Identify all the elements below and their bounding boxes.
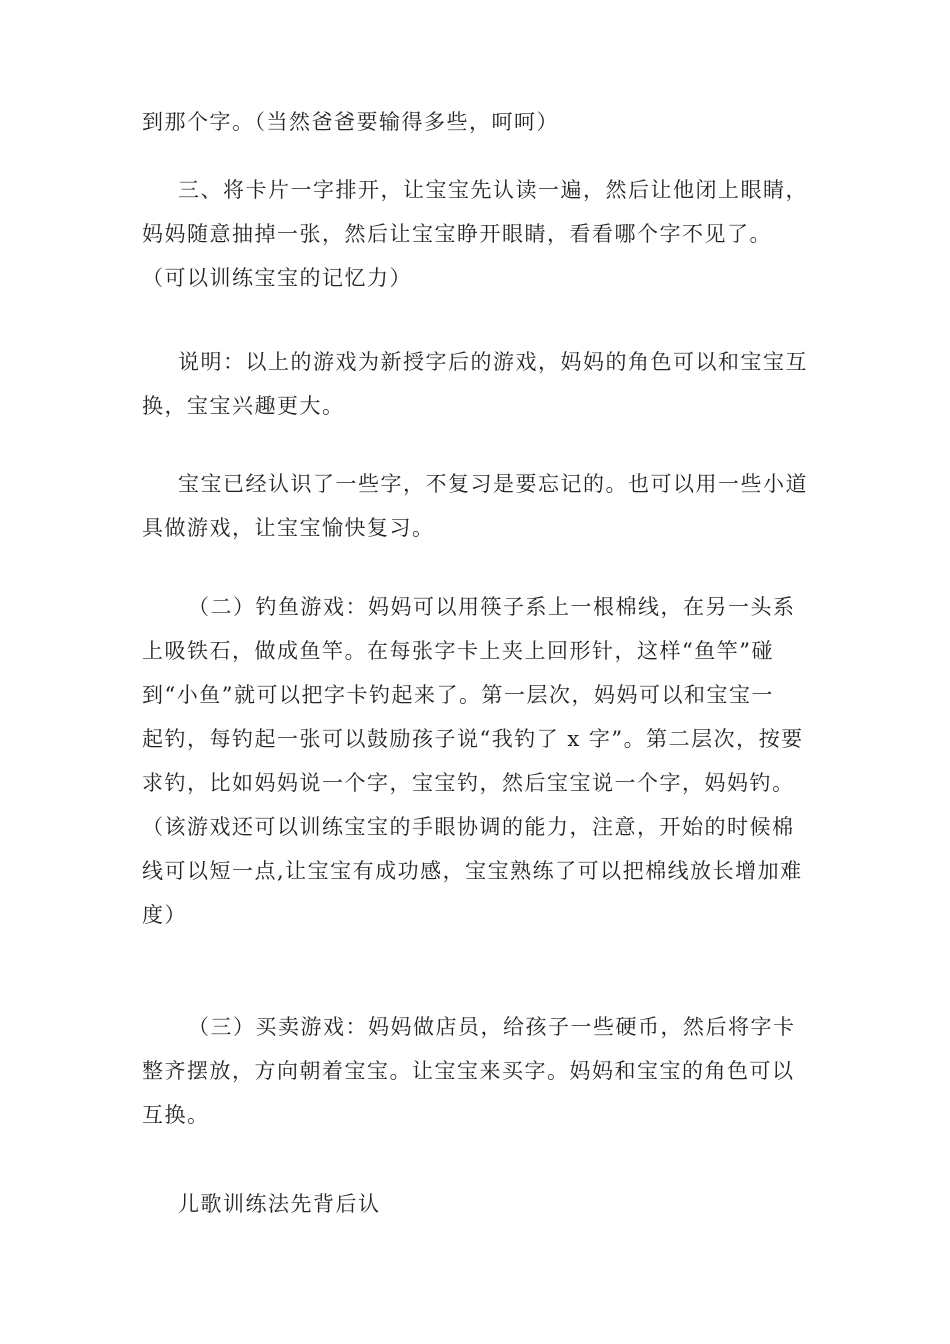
text-line: （该游戏还可以训练宝宝的手眼协调的能力，注意，开始的时候棉 <box>142 815 795 839</box>
text-line: 度） <box>142 903 187 927</box>
paragraph-continuation <box>142 100 812 144</box>
text-line: （三）买卖游戏：妈妈做店员，给孩子一些硬币，然后将字卡 <box>188 1015 796 1039</box>
paragraph-shopping-game <box>142 1005 812 1137</box>
text-line: 上吸铁石，做成鱼竿。在每张字卡上夹上回形针，这样“鱼竿”碰 <box>142 639 774 663</box>
text-line: 到那个字。（当然爸爸要输得多些，呵呵） <box>142 110 559 134</box>
text-line: 妈妈随意抽掉一张，然后让宝宝睁开眼睛，看看哪个字不见了。 <box>142 222 772 246</box>
text-line: 具做游戏，让宝宝愉快复习。 <box>142 516 435 540</box>
text-line: 宝宝已经认识了一些字，不复习是要忘记的。也可以用一些小道 <box>178 472 808 496</box>
text-line: 换，宝宝兴趣更大。 <box>142 394 345 418</box>
paragraph-fishing-game <box>142 585 812 937</box>
text-line: 儿歌训练法先背后认 <box>178 1192 381 1216</box>
paragraph-explanation <box>142 340 812 428</box>
text-line: 三、将卡片一字排开，让宝宝先认读一遍，然后让他闭上眼睛， <box>178 178 808 202</box>
section-heading-nursery-rhyme <box>142 1182 812 1226</box>
text-line: （二）钓鱼游戏：妈妈可以用筷子系上一根棉线，在另一头系 <box>188 595 796 619</box>
text-line: 起钓，每钓起一张可以鼓励孩子说“我钓了 x 字”。第二层次，按要 <box>142 727 804 751</box>
text-line: 整齐摆放，方向朝着宝宝。让宝宝来买字。妈妈和宝宝的角色可以 <box>142 1059 795 1083</box>
text-line: 说明：以上的游戏为新授字后的游戏，妈妈的角色可以和宝宝互 <box>178 350 808 374</box>
paragraph-review <box>142 462 812 550</box>
text-line: （可以训练宝宝的记忆力） <box>142 266 412 290</box>
text-line: 到“小鱼”就可以把字卡钓起来了。第一层次，妈妈可以和宝宝一 <box>142 683 774 707</box>
paragraph-game-three <box>142 168 812 300</box>
text-line: 线可以短一点,让宝宝有成功感，宝宝熟练了可以把棉线放长增加难 <box>142 859 803 883</box>
text-line: 互换。 <box>142 1103 210 1127</box>
text-line: 求钓，比如妈妈说一个字，宝宝钓，然后宝宝说一个字，妈妈钓。 <box>142 771 795 795</box>
